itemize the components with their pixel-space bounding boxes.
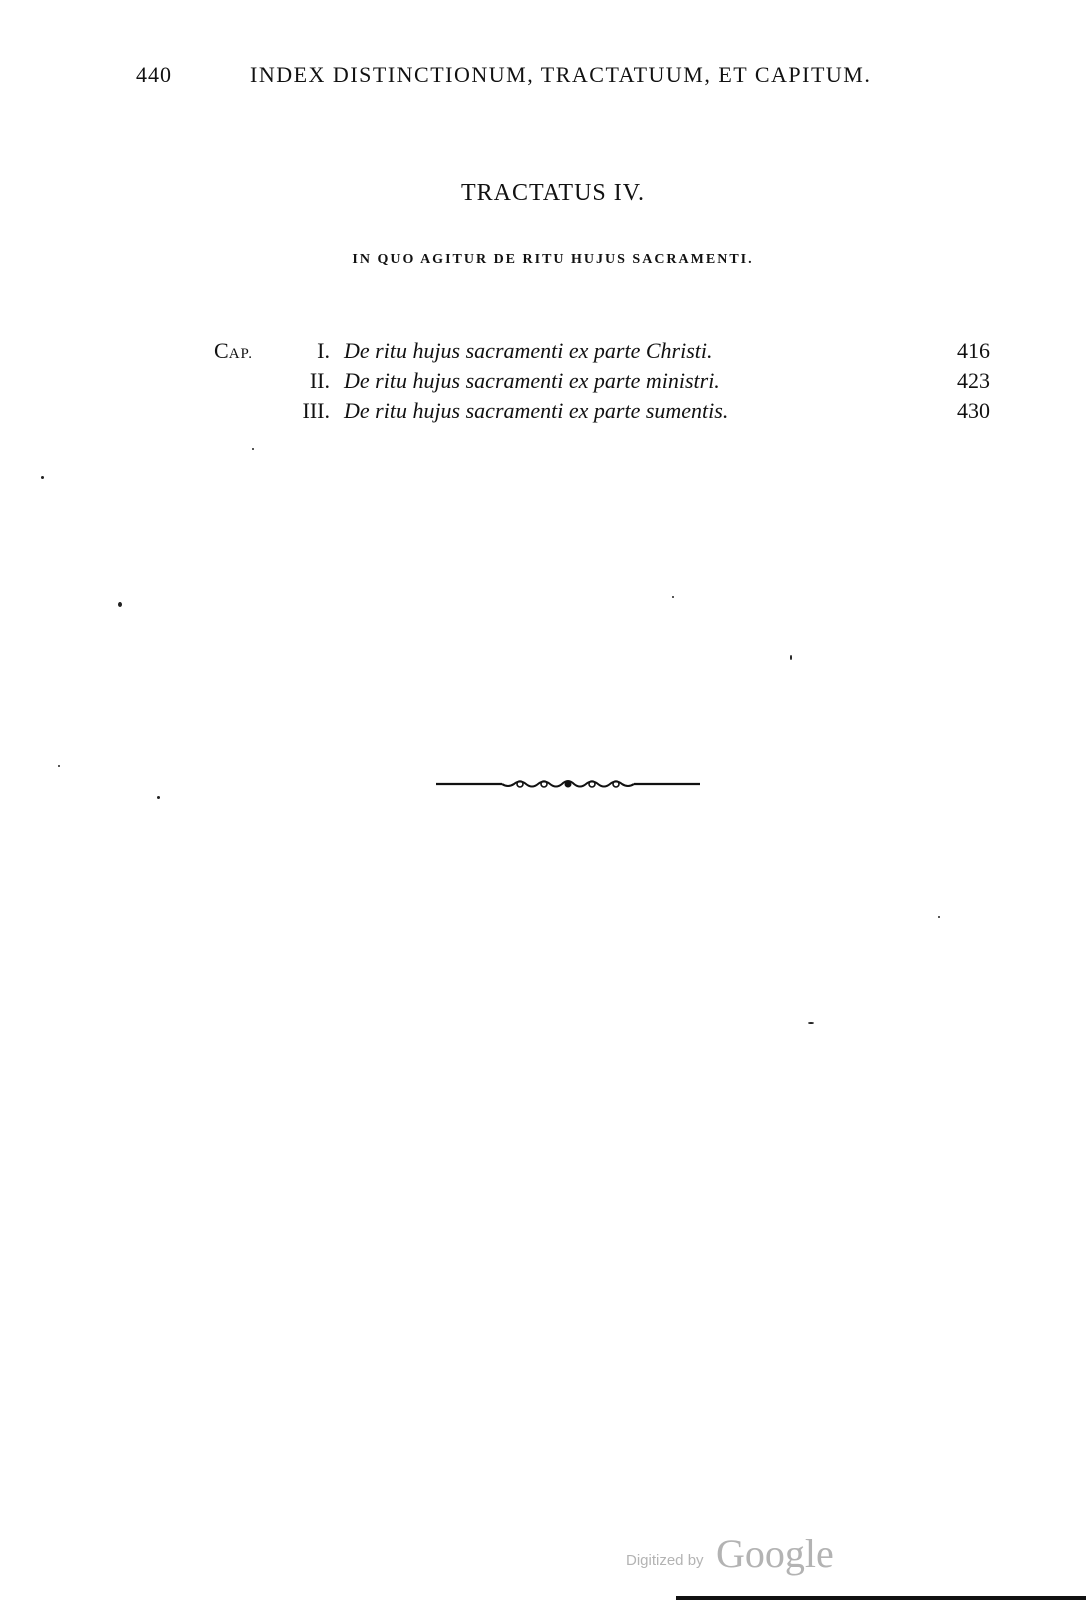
chapter-index [0, 338, 1086, 428]
watermark-brand: Google [716, 1531, 834, 1576]
section-title: TRACTATUS IV. [461, 180, 645, 206]
scan-edge [676, 1596, 1086, 1600]
toc-row [0, 338, 1086, 368]
toc-row [0, 368, 1086, 398]
chapter-title: De ritu hujus sacramenti ex parte Christi. [344, 338, 713, 363]
section-end-ornament [436, 776, 700, 792]
chapter-numeral: II. [309, 368, 330, 393]
section-subtitle: IN QUO AGITUR DE RITU HUJUS SACRAMENTI. [352, 252, 754, 267]
toc-row [0, 398, 1086, 428]
chapter-numeral: III. [302, 398, 330, 423]
scan-speck [41, 476, 44, 479]
scan-speck [672, 596, 674, 598]
digitization-watermark [626, 1530, 926, 1580]
chapter-page: 416 [957, 338, 990, 363]
scan-speck [157, 796, 160, 799]
cap-label-rest: AP. [228, 346, 253, 362]
scan-speck [58, 765, 60, 767]
chapter-title: De ritu hujus sacramenti ex parte ministri. [344, 368, 720, 393]
running-title: INDEX DISTINCTIONUM, TRACTATUUM, ET CAPITUM. [250, 62, 872, 87]
scan-speck [790, 655, 792, 660]
cap-label [214, 338, 253, 364]
scan-speck [252, 448, 254, 450]
cap-label-initial: C [214, 338, 229, 363]
chapter-page: 423 [957, 368, 990, 393]
chapter-page: 430 [957, 398, 990, 423]
scan-speck [808, 1022, 814, 1024]
page-number: 440 [136, 62, 172, 87]
chapter-numeral: I. [317, 338, 330, 363]
watermark-prefix: Digitized by [626, 1552, 704, 1569]
scan-speck [118, 602, 122, 607]
chapter-title: De ritu hujus sacramenti ex parte sumentis. [344, 398, 729, 423]
scan-speck [938, 916, 940, 918]
running-head [0, 62, 1086, 94]
